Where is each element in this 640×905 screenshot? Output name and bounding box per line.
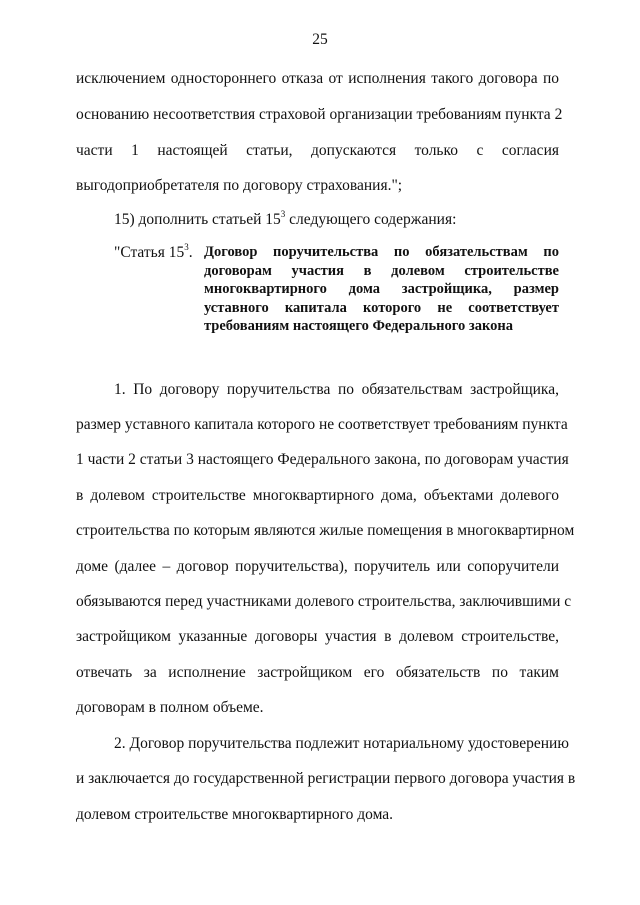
article-title-line: уставного капитала которого не соответствует <box>204 299 559 316</box>
text-line: 1. По договору поручительства по обязательствам застройщика, <box>114 381 559 398</box>
article-title-line: договорам участия в долевом строительстве <box>204 262 559 279</box>
item-text: следующего содержания: <box>285 211 457 228</box>
text-line: выгодоприобретателя по договору страхования."; <box>76 177 403 194</box>
text-line: обязываются перед участниками долевого строительства, заключившими с <box>76 593 572 610</box>
superscript: 3 <box>184 241 189 252</box>
text-line: строительства по которым являются жилые помещения в многоквартирном <box>76 522 575 539</box>
text-line: 1 части 2 статьи 3 настоящего Федерального закона, по договорам участия <box>76 451 569 468</box>
text-line: и заключается до государственной регистрации первого договора участия в <box>76 770 576 787</box>
text-line: части 1 настоящей статьи, допускаются только с согласия <box>76 142 559 159</box>
text-line: в долевом строительстве многоквартирного дома, объектами долевого <box>76 487 559 504</box>
article-label: "Статья $15^3$. <box>114 241 193 261</box>
text-line: долевом строительстве многоквартирного дома. <box>76 806 394 823</box>
text-line: отвечать за исполнение застройщиком его обязательств по таким <box>76 664 559 681</box>
page-number: 25 <box>312 31 328 48</box>
item-text: 15) дополнить статьей 15 <box>114 211 281 228</box>
text-line: доме (далее – договор поручительства), поручитель или сопоручители <box>76 558 559 575</box>
text-line: размер уставного капитала которого не соответствует требованиям пункта <box>76 416 568 433</box>
superscript: 3 <box>280 208 286 219</box>
text-line: застройщиком указанные договоры участия в долевом строительстве, <box>76 628 559 645</box>
text-line: основанию несоответствия страховой организации требованиям пункта 2 <box>76 106 563 123</box>
text-line: 2. Договор поручительства подлежит нотариальному удостоверению <box>114 735 569 752</box>
article-title-line: требованиям настоящего Федерального закона <box>204 318 513 334</box>
amendment-item-15 <box>114 210 559 230</box>
text-line: исключением одностороннего отказа от исполнения такого договора по <box>76 70 559 87</box>
article-title-line: Договор поручительства по обязательствам по <box>204 244 559 260</box>
article-title-line: многоквартирного дома застройщика, размер <box>204 281 559 297</box>
article-title <box>204 243 559 336</box>
text-line: договорам в полном объеме. <box>76 699 264 716</box>
